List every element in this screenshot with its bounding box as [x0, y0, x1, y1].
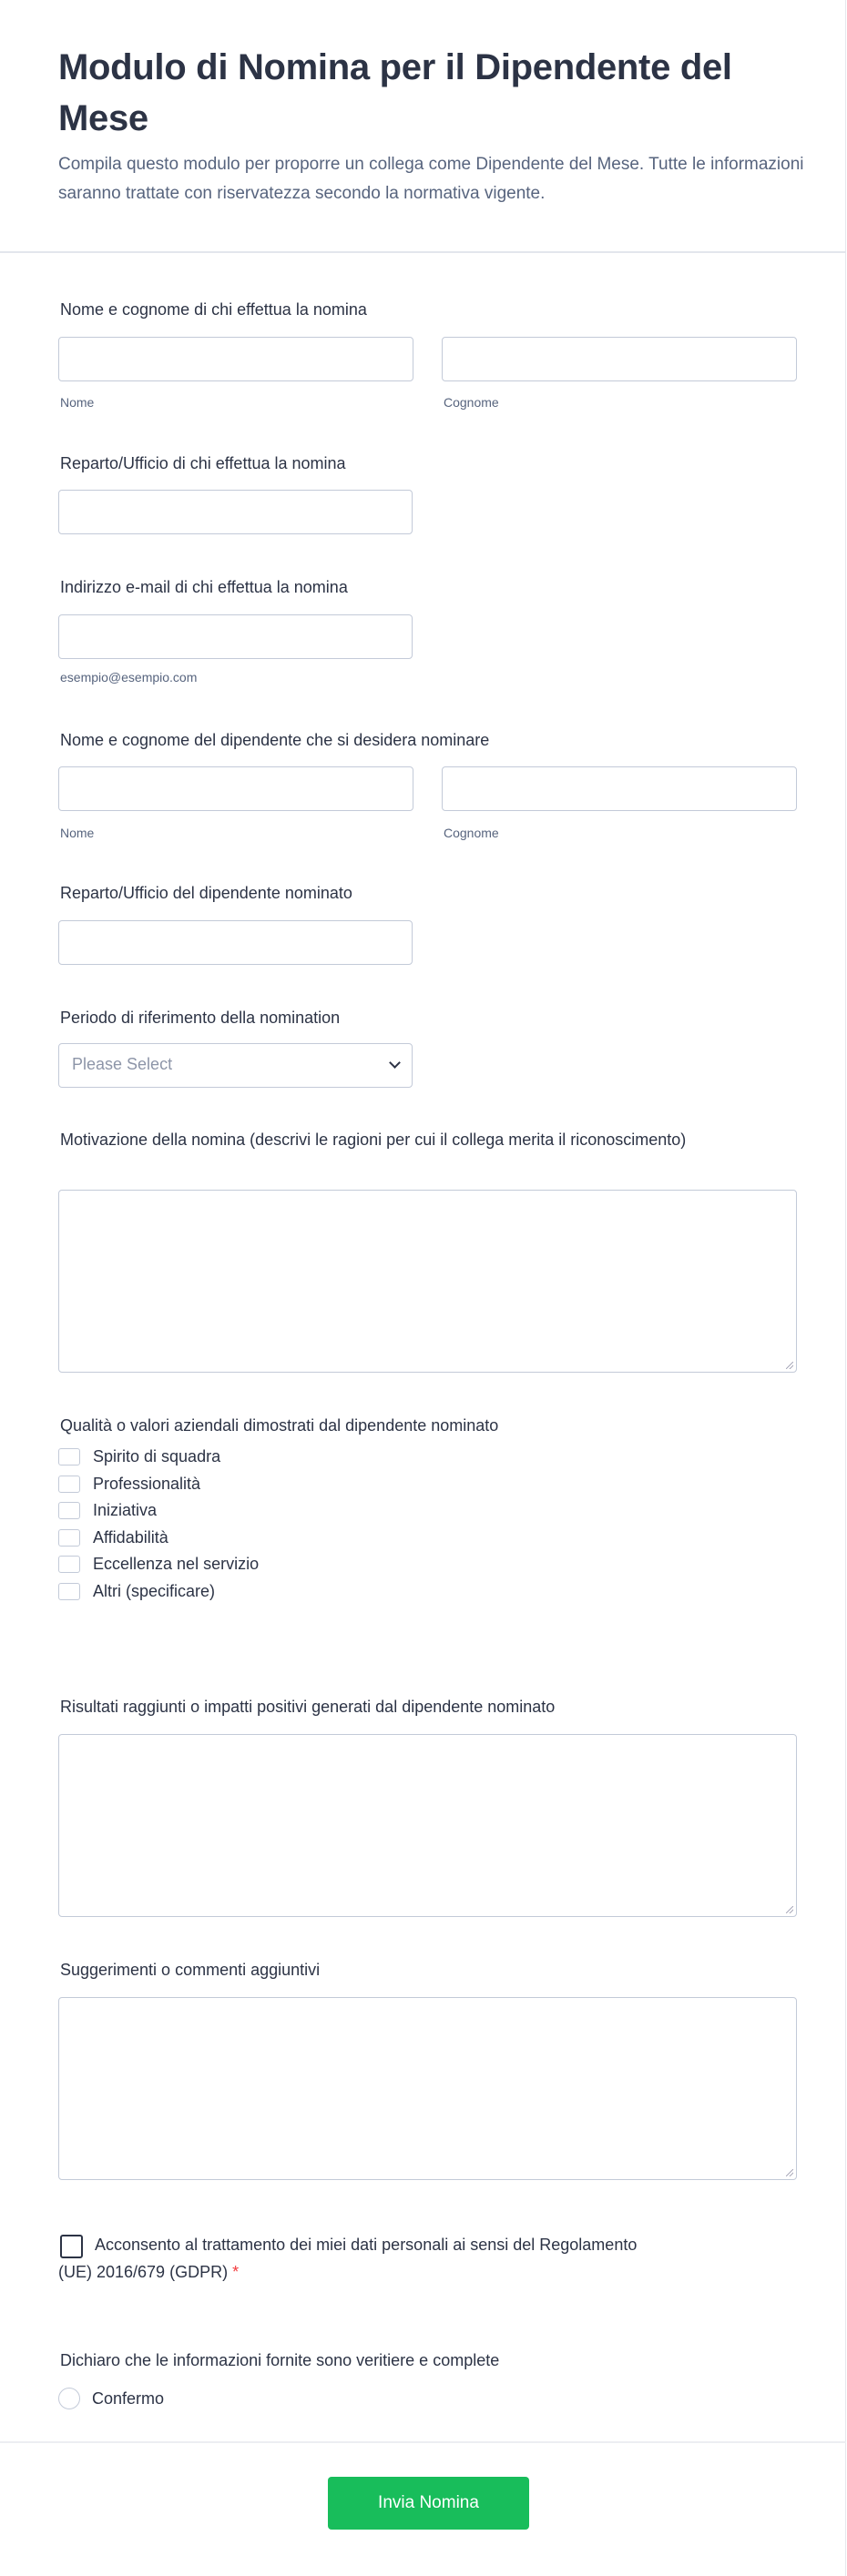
- nominator-first-name-input[interactable]: [58, 337, 413, 381]
- qualities-label: Qualità o valori aziendali dimostrati dal dipendente nominato: [60, 1416, 499, 1435]
- footer-divider: [0, 2441, 846, 2443]
- nominee-name-label: Nome e cognome del dipendente che si desidera nominare: [60, 731, 490, 749]
- declaration-label: Dichiaro che le informazioni fornite sono veritiere e complete: [60, 2351, 500, 2369]
- last-name-sublabel: Cognome: [444, 826, 499, 840]
- comments-textarea[interactable]: [58, 1997, 797, 2180]
- period-placeholder: Please Select: [72, 1055, 173, 1073]
- resize-handle-icon[interactable]: [786, 2169, 793, 2176]
- first-name-sublabel: Nome: [60, 826, 95, 840]
- resize-handle-icon[interactable]: [786, 1906, 793, 1913]
- nominator-last-name-input[interactable]: [442, 337, 797, 381]
- checkbox-label: Professionalità: [93, 1475, 201, 1493]
- last-name-sublabel: Cognome: [444, 395, 499, 410]
- checkbox-label: Affidabilità: [93, 1528, 168, 1547]
- resize-handle-icon[interactable]: [786, 1362, 793, 1369]
- form-description: Compila questo modulo per proporre un collega come Dipendente del Mese. Tutte le informazioni saranno trattate con riservatezza secondo la normativa vigente.: [58, 155, 804, 203]
- nominator-dept-label: Reparto/Ufficio di chi effettua la nomina: [60, 454, 346, 472]
- confermo-radio[interactable]: [58, 2388, 80, 2409]
- results-label: Risultati raggiunti o impatti positivi generati dal dipendente nominato: [60, 1698, 556, 1716]
- radio-label: Confermo: [92, 2389, 165, 2408]
- email-sublabel: esempio@esempio.com: [60, 670, 198, 685]
- nominator-email-label: Indirizzo e-mail di chi effettua la nomina: [60, 578, 348, 596]
- motivation-textarea[interactable]: [58, 1190, 797, 1373]
- results-textarea[interactable]: [58, 1734, 797, 1917]
- nominee-first-name-input[interactable]: [58, 766, 413, 811]
- submit-button[interactable]: Invia Nomina: [328, 2477, 529, 2530]
- motivation-label: Motivazione della nomina (descrivi le ragioni per cui il collega merita il riconoscimento): [60, 1131, 687, 1149]
- checkbox-label: Spirito di squadra: [93, 1447, 221, 1465]
- checkbox-label: Iniziativa: [93, 1501, 158, 1519]
- nominee-dept-label: Reparto/Ufficio del dipendente nominato: [60, 884, 352, 902]
- header-divider: [0, 251, 846, 253]
- period-label: Periodo di riferimento della nomination: [60, 1009, 341, 1027]
- checkbox-label: Altri (specificare): [93, 1582, 216, 1600]
- first-name-sublabel: Nome: [60, 395, 95, 410]
- checkbox-professionalita[interactable]: [58, 1476, 80, 1493]
- checkbox-label: Eccellenza nel servizio: [93, 1555, 260, 1573]
- checkbox-affidabilita[interactable]: [58, 1529, 80, 1547]
- checkbox-altri[interactable]: [58, 1583, 80, 1600]
- form-title: Modulo di Nomina per il Dipendente del Mese: [58, 47, 732, 138]
- nominee-last-name-input[interactable]: [442, 766, 797, 811]
- nominator-name-label: Nome e cognome di chi effettua la nomina: [60, 300, 367, 319]
- chevron-down-icon: [389, 1057, 401, 1069]
- period-select[interactable]: [58, 1043, 413, 1088]
- checkbox-spirito-di-squadra[interactable]: [58, 1448, 80, 1465]
- nominator-dept-input[interactable]: [58, 490, 413, 534]
- checkbox-eccellenza[interactable]: [58, 1556, 80, 1573]
- required-mark: *: [232, 2263, 240, 2281]
- nominator-email-input[interactable]: [58, 614, 413, 659]
- consent-label: [58, 2231, 641, 2286]
- checkbox-iniziativa[interactable]: [58, 1502, 80, 1519]
- comments-label: Suggerimenti o commenti aggiuntivi: [60, 1961, 321, 1979]
- nominee-dept-input[interactable]: [58, 920, 413, 965]
- consent-text: Acconsento al trattamento dei miei dati personali ai sensi del Regolamento (UE) 2016/679 (GDPR): [58, 2236, 638, 2281]
